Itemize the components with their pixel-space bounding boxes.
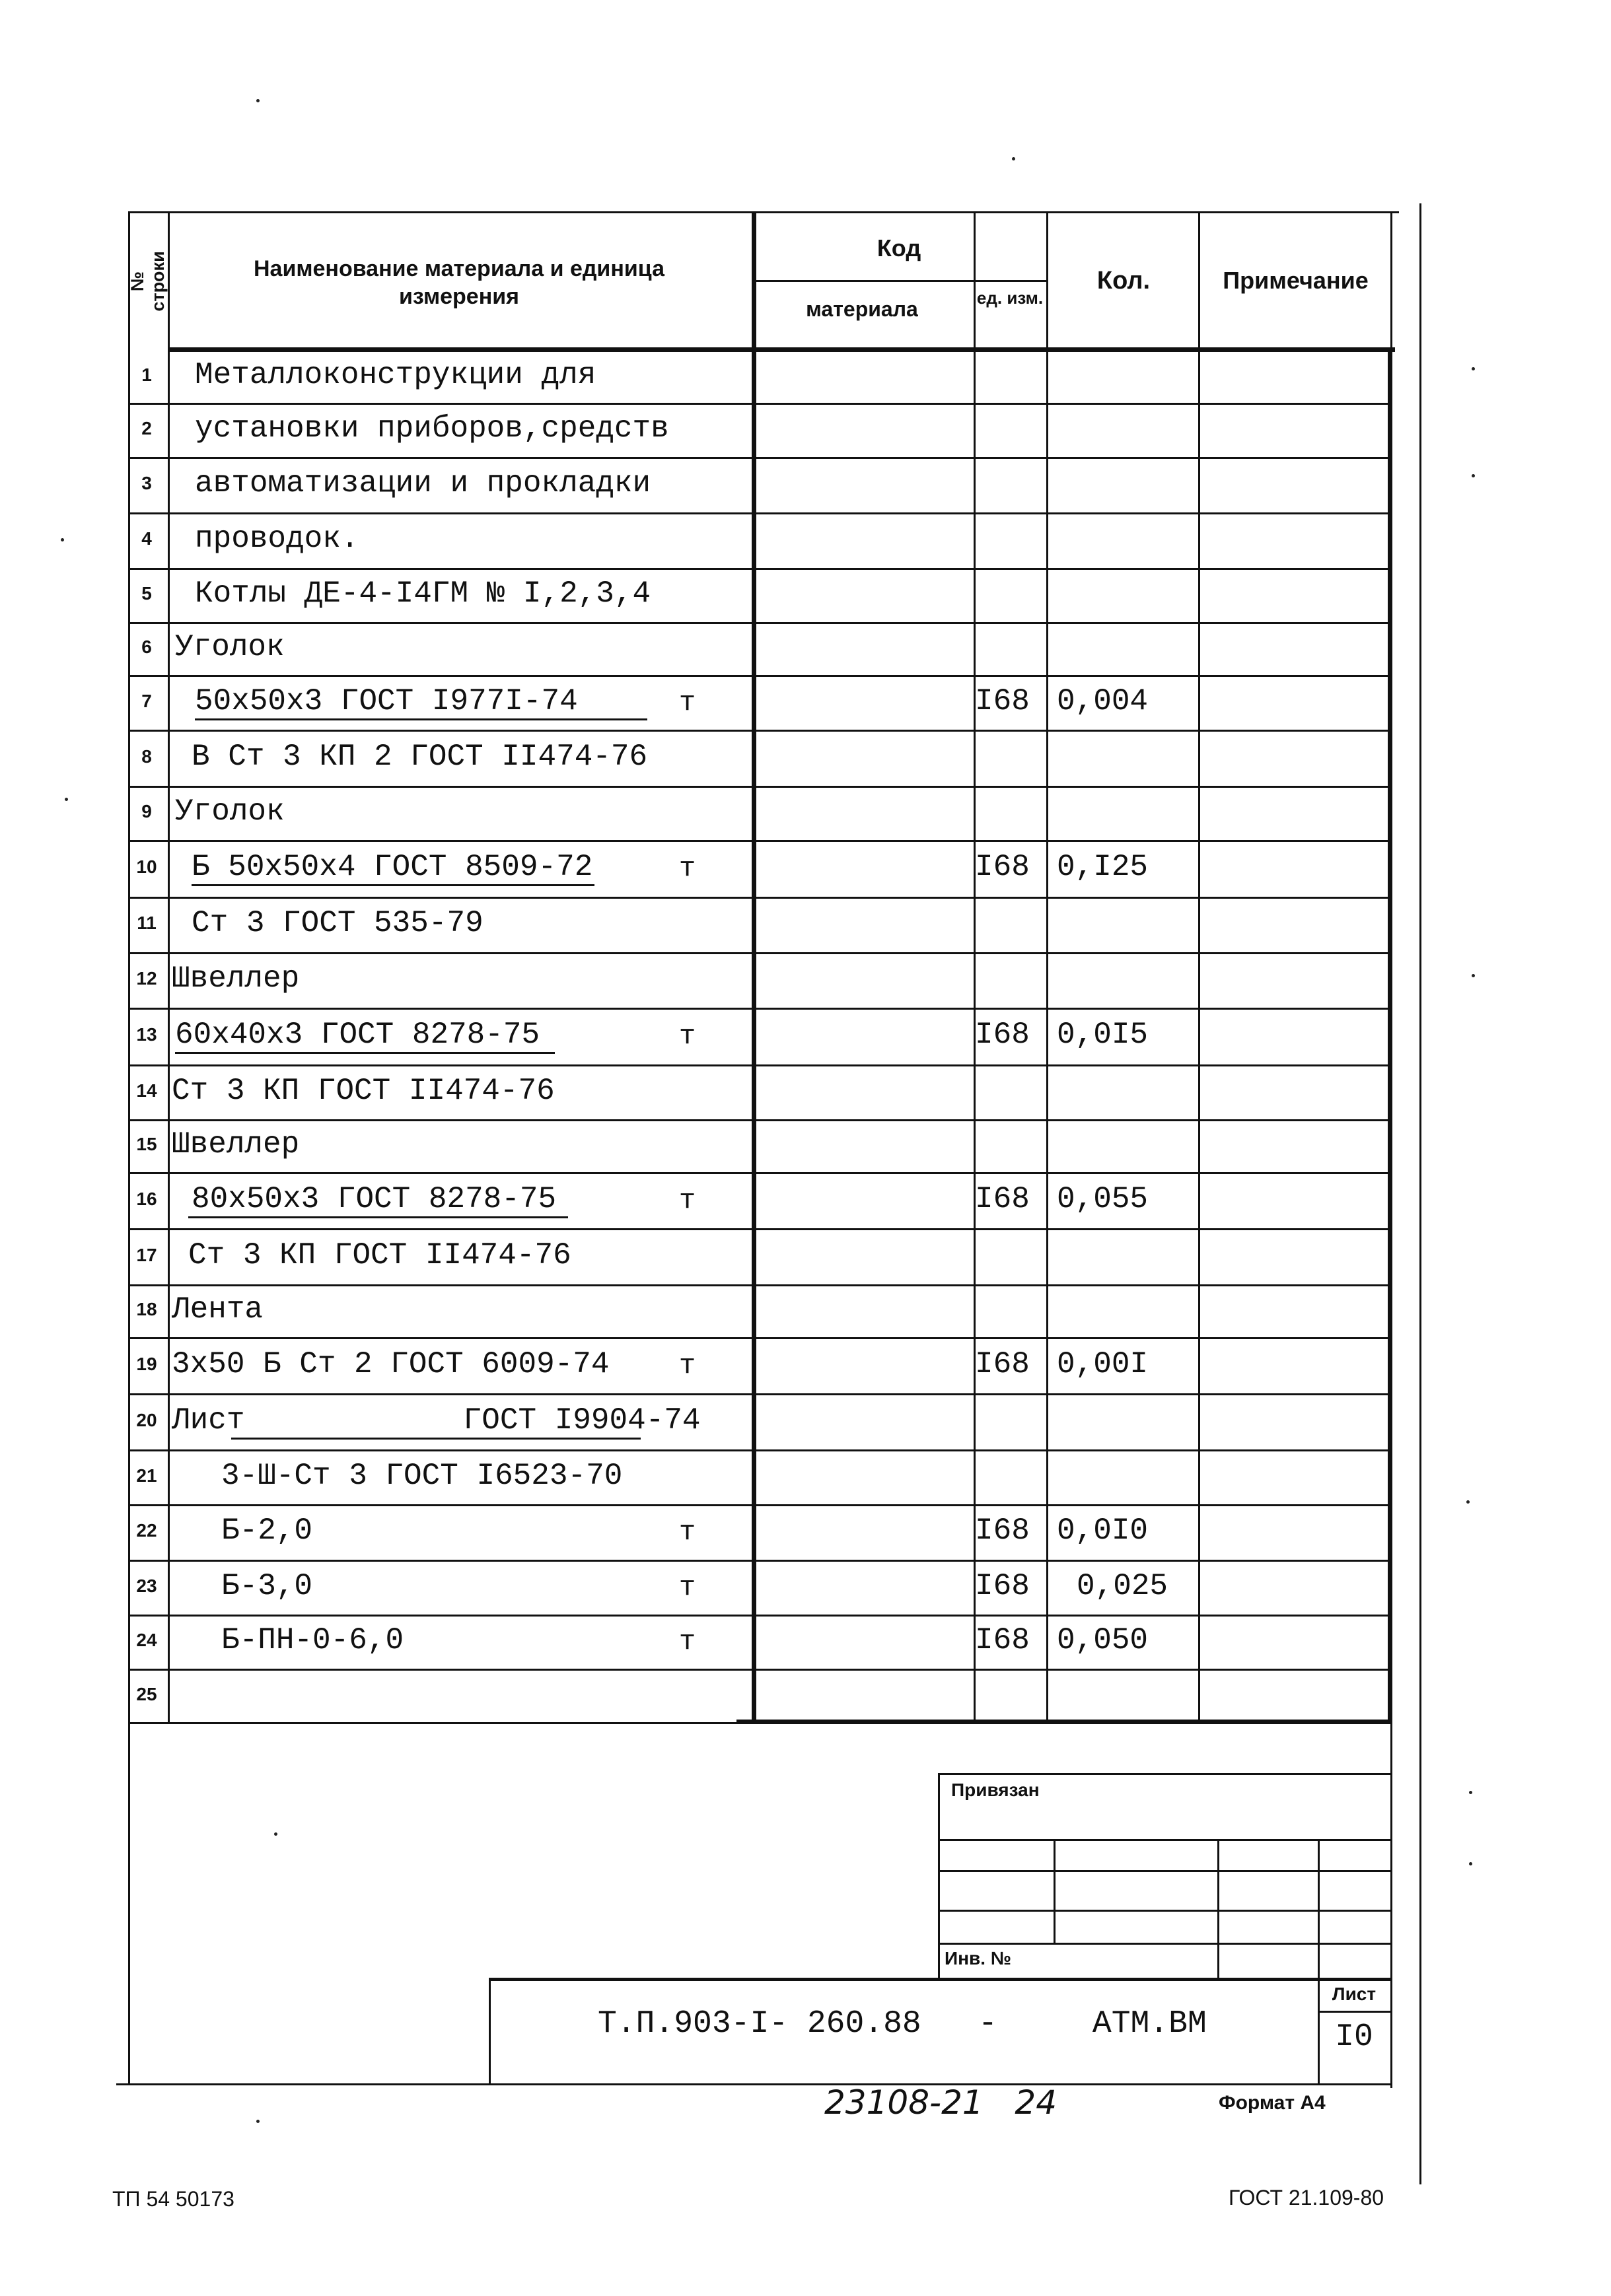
material-name: установки приборов,средств bbox=[195, 411, 669, 446]
title-block-top bbox=[489, 1978, 1390, 1981]
row-number: 13 bbox=[136, 1024, 157, 1045]
material-name: Металлоконструкции для bbox=[195, 358, 596, 392]
row-separator bbox=[128, 675, 1390, 677]
document-designation: Т.П.903-I- 260.88 - АТМ.ВМ bbox=[598, 2006, 1207, 2042]
stamp-h1 bbox=[938, 1839, 1390, 1841]
speck bbox=[1466, 1500, 1470, 1504]
row-separator bbox=[128, 1284, 1390, 1286]
stamp-v2 bbox=[1217, 1839, 1219, 1979]
material-name: Котлы ДЕ-4-I4ГМ № I,2,3,4 bbox=[195, 576, 651, 611]
row-separator bbox=[128, 512, 1390, 514]
title-block-left bbox=[489, 1978, 491, 2085]
format-label: Формат А4 bbox=[1219, 2092, 1326, 2114]
name-underline bbox=[175, 1052, 555, 1054]
material-name: Б-3,0 bbox=[221, 1568, 313, 1603]
handwritten-number: 23108-21 24 bbox=[824, 2083, 1057, 2122]
stamp-top bbox=[938, 1773, 1390, 1775]
row-number: 16 bbox=[136, 1188, 157, 1209]
name-underline bbox=[188, 1216, 568, 1218]
quantity: 0,00I bbox=[1057, 1346, 1149, 1381]
unit-of-measure: т bbox=[679, 852, 696, 884]
row-number: 5 bbox=[141, 583, 152, 604]
row-separator bbox=[128, 786, 1390, 788]
unit-of-measure: т bbox=[679, 686, 696, 718]
header-subline bbox=[752, 280, 1046, 282]
footer-left: ТП 54 50173 bbox=[112, 2187, 234, 2211]
unit-code: I68 bbox=[975, 1623, 1030, 1657]
sheet-number: I0 bbox=[1335, 2019, 1373, 2055]
speck bbox=[1012, 157, 1015, 160]
footer-right: ГОСТ 21.109-80 bbox=[1229, 2186, 1384, 2209]
quantity: 0,025 bbox=[1077, 1568, 1168, 1603]
row-number: 1 bbox=[141, 365, 152, 385]
unit-code: I68 bbox=[975, 683, 1030, 718]
speck bbox=[1472, 474, 1475, 477]
speck bbox=[65, 798, 68, 801]
material-name: Б-ПН-0-6,0 bbox=[221, 1623, 404, 1657]
stamp-h4 bbox=[938, 1943, 1390, 1945]
row-number: 10 bbox=[136, 856, 157, 877]
unit-of-measure: т bbox=[679, 1349, 696, 1381]
row-separator bbox=[128, 1228, 1390, 1230]
row-number: 4 bbox=[141, 528, 152, 549]
material-name: Уголок bbox=[175, 794, 285, 829]
row-number: 22 bbox=[136, 1520, 157, 1541]
header-bottom-line bbox=[168, 347, 1395, 352]
quantity: 0,004 bbox=[1057, 683, 1149, 718]
frame-right-outer bbox=[1419, 203, 1421, 2184]
unit-code: I68 bbox=[975, 1513, 1030, 1548]
speck bbox=[1472, 974, 1475, 977]
material-name: Ст 3 ГОСТ 535-79 bbox=[192, 906, 483, 940]
row-no-header: № строки bbox=[127, 251, 168, 312]
material-name: 50x50x3 ГОСТ I977I-74 bbox=[195, 683, 578, 718]
unit-of-measure: т bbox=[679, 1020, 696, 1052]
quantity: 0,I25 bbox=[1057, 850, 1149, 884]
material-name: Лист ГОСТ I9904-74 bbox=[172, 1403, 701, 1438]
material-name: Лента bbox=[172, 1292, 264, 1327]
speck bbox=[1469, 1862, 1472, 1865]
stamp-left bbox=[938, 1773, 940, 1979]
code-header: Код bbox=[877, 234, 921, 261]
speck bbox=[256, 2120, 260, 2123]
row-number: 8 bbox=[141, 746, 152, 767]
material-name: Ст 3 КП ГОСТ II474-76 bbox=[188, 1237, 571, 1272]
row-separator bbox=[128, 840, 1390, 842]
row-number: 15 bbox=[136, 1134, 157, 1154]
name-underline bbox=[195, 718, 647, 720]
speck bbox=[256, 99, 260, 102]
material-name: Швеллер bbox=[172, 961, 300, 996]
material-name: Уголок bbox=[175, 630, 285, 664]
material-name: 3-Ш-Ст 3 ГОСТ I6523-70 bbox=[221, 1458, 623, 1493]
material-name: В Ст 3 КП 2 ГОСТ II474-76 bbox=[192, 739, 648, 774]
sheet-label-line bbox=[1318, 2011, 1390, 2013]
frame-top bbox=[128, 211, 1399, 213]
stamp-v3 bbox=[1318, 1839, 1320, 1979]
name-header: Наименование материала и единица измерения bbox=[254, 256, 664, 309]
name-underline bbox=[192, 884, 594, 886]
row-number: 18 bbox=[136, 1299, 157, 1319]
row-number: 3 bbox=[141, 473, 152, 493]
material-name: Б-2,0 bbox=[221, 1513, 313, 1548]
unit-of-measure: т bbox=[679, 1626, 696, 1657]
row-number: 12 bbox=[136, 968, 157, 989]
unit-code: I68 bbox=[975, 1181, 1030, 1216]
material-name: Ст 3 КП ГОСТ II474-76 bbox=[172, 1073, 555, 1108]
inv-label: Инв. № bbox=[945, 1948, 1012, 1968]
row-number: 7 bbox=[141, 690, 152, 711]
material-name: 80x50x3 ГОСТ 8278-75 bbox=[192, 1181, 557, 1216]
frame-bottom bbox=[116, 2083, 1391, 2085]
material-name: проводок. bbox=[195, 522, 359, 556]
row-separator bbox=[128, 897, 1390, 899]
header-sep-1 bbox=[168, 211, 170, 1722]
row-separator bbox=[128, 568, 1390, 570]
material-name: автоматизации и прокладки bbox=[195, 466, 651, 501]
row-number: 11 bbox=[137, 913, 157, 933]
qty-header: Кол. bbox=[1096, 267, 1151, 295]
unit-of-measure: т bbox=[679, 1184, 696, 1216]
note-header: Примечание bbox=[1223, 267, 1369, 294]
row-separator bbox=[128, 622, 1390, 624]
row-number: 2 bbox=[141, 418, 152, 438]
material-name: 3x50 Б Ст 2 ГОСТ 6009-74 bbox=[172, 1346, 610, 1381]
stamp-h3 bbox=[938, 1910, 1390, 1912]
row-separator bbox=[128, 1722, 1390, 1724]
row-number: 17 bbox=[136, 1244, 157, 1265]
name-underline bbox=[231, 1438, 641, 1440]
column-line bbox=[974, 211, 976, 1723]
row-separator bbox=[128, 730, 1390, 732]
row-number: 9 bbox=[141, 801, 152, 821]
row-number: 23 bbox=[136, 1575, 157, 1596]
quantity: 0,0I5 bbox=[1057, 1018, 1149, 1052]
row-number: 25 bbox=[136, 1683, 157, 1704]
row-number: 20 bbox=[136, 1409, 157, 1430]
row-separator bbox=[128, 1393, 1390, 1395]
row-separator bbox=[128, 1119, 1390, 1121]
stamp-v1 bbox=[1054, 1839, 1056, 1943]
row-separator bbox=[128, 1504, 1390, 1506]
row-separator bbox=[128, 1337, 1390, 1339]
row-separator bbox=[128, 1172, 1390, 1174]
row-number: 21 bbox=[136, 1465, 157, 1486]
column-line-right bbox=[1388, 347, 1392, 1723]
quantity: 0,050 bbox=[1057, 1623, 1149, 1657]
material-name: Б 50x50x4 ГОСТ 8509-72 bbox=[192, 850, 593, 884]
row-number: 24 bbox=[136, 1630, 157, 1650]
unit-code: I68 bbox=[975, 1018, 1030, 1052]
row-separator bbox=[128, 1008, 1390, 1010]
title-block-sheet-sep bbox=[1318, 1978, 1320, 2085]
speck bbox=[1469, 1791, 1472, 1794]
material-name: 60x40x3 ГОСТ 8278-75 bbox=[175, 1018, 540, 1052]
row-number: 19 bbox=[136, 1353, 157, 1374]
sheet-label: Лист bbox=[1332, 1984, 1377, 2004]
row-number: 14 bbox=[136, 1080, 157, 1101]
material-name: Швеллер bbox=[172, 1127, 300, 1162]
column-line bbox=[752, 211, 756, 1723]
material-code-header: материала bbox=[806, 297, 918, 321]
bound-label: Привязан bbox=[951, 1780, 1040, 1800]
stamp-h2 bbox=[938, 1870, 1390, 1872]
column-line bbox=[1046, 211, 1048, 1723]
row-separator bbox=[128, 1449, 1390, 1451]
speck bbox=[274, 1832, 277, 1836]
unit-of-measure: т bbox=[679, 1516, 696, 1548]
row-separator bbox=[128, 1064, 1390, 1066]
unit-code: I68 bbox=[975, 1346, 1030, 1381]
column-line bbox=[1198, 211, 1200, 1723]
row-separator bbox=[128, 1560, 1390, 1562]
unit-code-header: ед. изм. bbox=[976, 288, 1044, 308]
unit-code: I68 bbox=[975, 850, 1030, 884]
row-separator bbox=[128, 403, 1390, 405]
speck bbox=[61, 538, 64, 541]
row-separator bbox=[128, 457, 1390, 459]
unit-of-measure: т bbox=[679, 1571, 696, 1603]
row-separator bbox=[128, 1669, 1390, 1671]
row-separator bbox=[128, 1615, 1390, 1617]
row-number: 6 bbox=[141, 637, 152, 657]
row-separator bbox=[128, 952, 1390, 954]
speck bbox=[1472, 367, 1475, 370]
quantity: 0,055 bbox=[1057, 1181, 1149, 1216]
unit-code: I68 bbox=[975, 1568, 1030, 1603]
quantity: 0,0I0 bbox=[1057, 1513, 1149, 1548]
